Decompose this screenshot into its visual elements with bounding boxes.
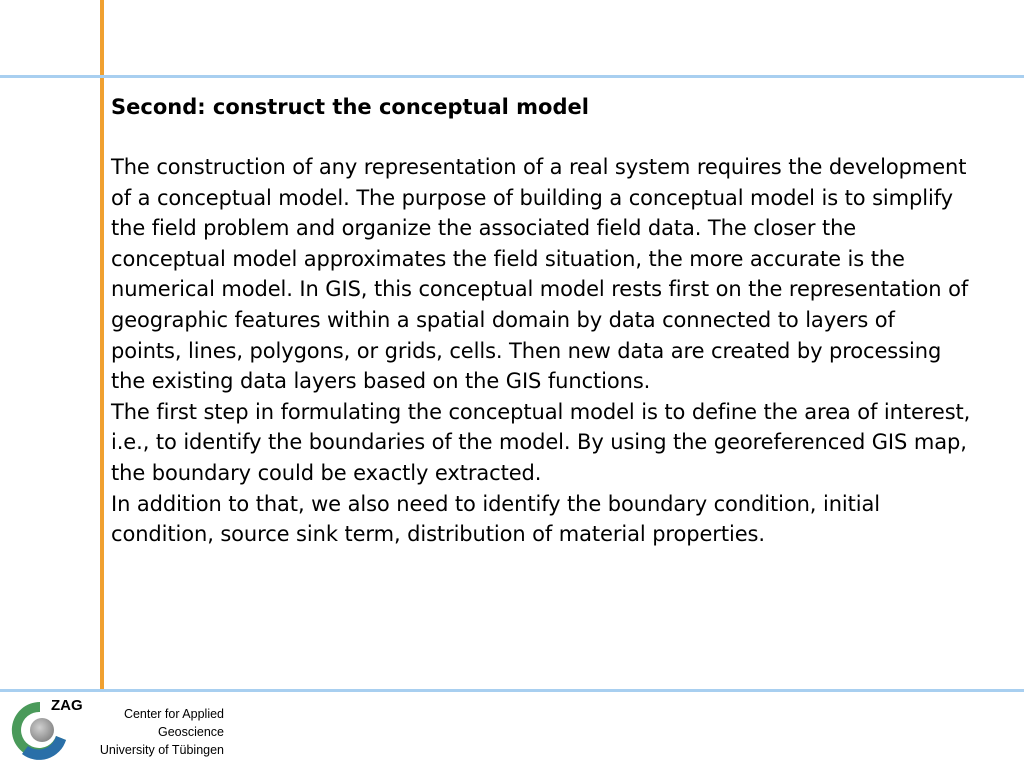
logo-abbreviation: ZAG	[51, 697, 83, 714]
top-divider	[0, 75, 1024, 78]
paragraph-3: In addition to that, we also need to identify the boundary condition, initial condition, source sink term, distribution of material properties.	[111, 491, 881, 547]
slide-heading: Second: construct the conceptual model	[111, 95, 589, 119]
institution-name	[100, 705, 224, 759]
bottom-divider	[0, 689, 1024, 692]
institution-line-2: Geoscience	[157, 725, 224, 739]
vertical-accent-line	[100, 0, 104, 690]
slide-content	[111, 92, 971, 550]
institution-line-3: University of Tübingen	[99, 743, 224, 757]
paragraph-2: The first step in formulating the conceptual model is to define the area of interest, i.e., to identify the boundaries of the model. By using the georeferenced GIS map, the boundary could be exactly extracted.	[111, 399, 971, 485]
footer-logo-block	[0, 694, 230, 766]
institution-line-1: Center for Applied	[123, 707, 224, 721]
paragraph-1: The construction of any representation of a real system requires the development of a conceptual model. The purpose of building a conceptual model is to simplify the field problem and organize the associated field data. The closer the conceptual model approximates the field situation, the more accurate is the numerical model. In GIS, this conceptual model rests first on the representation of geographic features within a spatial domain by data connected to layers of points, lines, polygons, or grids, cells. Then new data are created by processing the existing data layers based on the GIS functions.	[111, 155, 969, 394]
